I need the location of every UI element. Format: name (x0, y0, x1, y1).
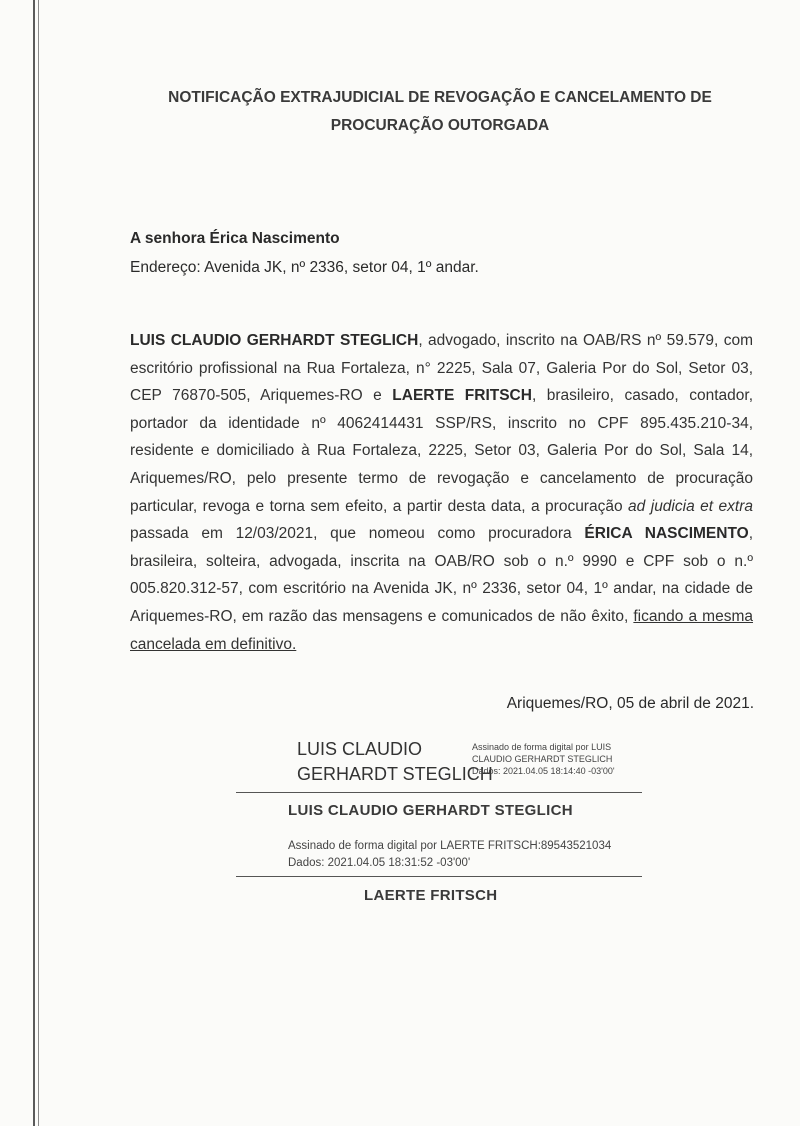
attorney-name: ÉRICA NASCIMENTO (584, 525, 749, 543)
signature1-line (236, 792, 642, 793)
signature1-name-line-1: LUIS CLAUDIO (297, 739, 423, 759)
signature2-label: LAERTE FRITSCH (364, 887, 498, 904)
body-text-4: , brasileira, solteira, advogada, inscrita na OAB/RO sob o n.º 9990 e CPF sob o n.º 005.820.312-57, com escritório na Avenida JK, nº 2336, setor 04, 1º andar, na cidade de Ariquemes-RO, em razão das mensagens e comunicados de não êxito, (130, 525, 754, 625)
signature2-digital-stamp (288, 838, 611, 872)
grantor2-name: LAERTE FRITSCH (392, 387, 532, 405)
signature2-line (236, 876, 642, 877)
body-text-1: , advogado, inscrito na OAB/RS nº 59.579, com escritório profissional na Rua Fortaleza, n° 2225, Sala 07, Galeria Por do Sol, Setor 03, CEP 76870-505, Ariquemes-RO e (130, 332, 753, 405)
document-title (100, 84, 780, 140)
title-line-2: PROCURAÇÃO OUTORGADA (330, 117, 550, 134)
signature1-stamp-line-2: CLAUDIO GERHARDT STEGLICH (472, 754, 613, 764)
scan-border-left (33, 0, 35, 1126)
scan-border-left-inner (38, 0, 39, 1126)
body-italic: ad judicia et extra (628, 497, 753, 515)
body-text-3: passada em 12/03/2021, que nomeou como procuradora (130, 525, 585, 543)
signature1-name-line-2: GERHARDT STEGLICH (297, 764, 493, 784)
body-paragraph (130, 327, 753, 658)
grantor1-name: LUIS CLAUDIO GERHARDT STEGLICH (130, 332, 419, 349)
signature1-label: LUIS CLAUDIO GERHARDT STEGLICH (288, 802, 573, 819)
signature1-digital-stamp (472, 741, 647, 777)
signature1-signer-name (297, 737, 493, 787)
recipient-name: A senhora Érica Nascimento (130, 230, 340, 247)
signature2-stamp-line-1: Assinado de forma digital por LAERTE FRITSCH:89543521034 (288, 840, 612, 852)
title-line-1: NOTIFICAÇÃO EXTRAJUDICIAL DE REVOGAÇÃO E CANCELAMENTO DE (168, 89, 712, 106)
place-date: Ariquemes/RO, 05 de abril de 2021. (506, 695, 754, 712)
recipient-address: Endereço: Avenida JK, nº 2336, setor 04, 1º andar. (130, 259, 479, 276)
signature1-stamp-line-3: Dados: 2021.04.05 18:14:40 -03'00' (472, 766, 615, 776)
signature1-stamp-line-1: Assinado de forma digital por LUIS (472, 742, 612, 752)
body-text-2: , brasileiro, casado, contador, portador da identidade nº 4062414431 SSP/RS, inscrito no CPF 895.435.210-34, residente e domiciliado à Rua Fortaleza, 2225, Setor 03, Galeria Por do Sol, Sala 14, Ariquemes/RO, pelo presente termo de revogação e cancelamento de procuração particular, revoga e torna sem efeito, a partir desta data, a procuração (130, 387, 754, 515)
signature2-stamp-line-2: Dados: 2021.04.05 18:31:52 -03'00' (288, 857, 471, 869)
body-underlined: ficando a mesma cancelada em definitivo. (130, 607, 753, 653)
